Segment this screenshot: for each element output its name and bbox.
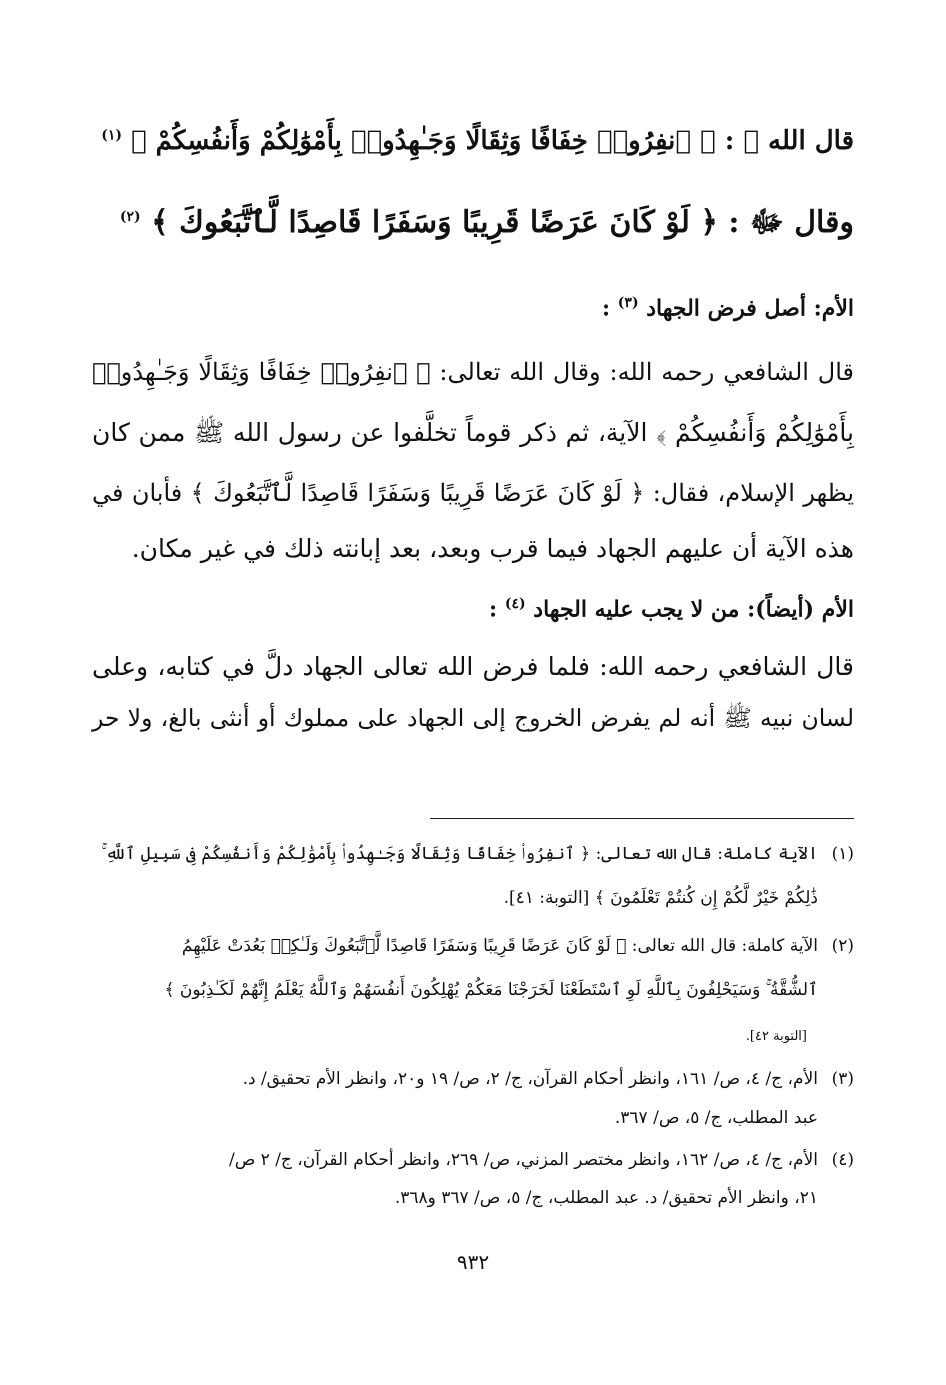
verse-2-footnote-ref: (٢) (119, 209, 141, 225)
footnote-1 (92, 846, 854, 863)
verse-1-footnote-ref: (١) (101, 127, 122, 144)
footnote-1-line-1: الآية كاملة: قال الله تعالى: ﴿ ٱنفِرُوا۟ خِفَافًا وَثِقَالًا وَجَـٰهِدُوا۟ بِأَمْوَٰلِكُمْ وَأَنفُسِكُمْ فِى سَبِيلِ ٱللَّهِ ۚ (101, 844, 818, 864)
section-2-footnote-ref: (٤) (504, 596, 526, 612)
verse-line-1 (101, 128, 854, 154)
footnote-3 (92, 1071, 854, 1088)
footnote-2-line-1: الآية كاملة: قال الله تعالى: ﴿ لَوْ كَانَ عَرَضًا قَرِيبًا وَسَفَرًا قَاصِدًا لَّٱتَّبَعُوكَ وَلَـٰكِنۢ بَعُدَتْ عَلَيْهِمُ (181, 936, 818, 956)
section-1-footnote-ref: (٣) (617, 295, 639, 311)
section-2-heading (489, 596, 854, 623)
footnote-1-line-2: ذَٰلِكُمْ خَيْرٌ لَّكُمْ إِن كُنتُمْ تَعْلَمُونَ ﴾ [التوبة: ٤١]. (503, 888, 818, 908)
section-1-heading-colon: : (602, 295, 611, 322)
page-number: ٩٣٢ (456, 1250, 490, 1274)
verse-2-text: وقال ﷻ : ﴿ لَوْ كَانَ عَرَضًا قَرِيبًا وَسَفَرًا قَاصِدًا لَّٱتَّبَعُوكَ ﴾ (151, 205, 854, 240)
footnote-2-line-2: ٱلشُّقَّةُ ۚ وَسَيَحْلِفُونَ بِٱللَّهِ لَوِ ٱسْتَطَعْنَا لَخَرَجْنَا مَعَكُمْ يُهْلِكُونَ أَنفُسَهُمْ وَٱللَّهُ يَعْلَمُ إِنَّهُمْ لَكَـٰذِبُونَ ﴾ (164, 980, 818, 1000)
section-2-heading-text: الأم (أيضاً): من لا يجب عليه الجهاد (533, 596, 854, 623)
footnote-2-cont (92, 982, 854, 999)
section-1-line-1: قال الشافعي رحمه الله: وقال الله تعالى: ﴿ ٱنفِرُوا۟ خِفَافًا وَثِقَالًا وَجَـٰهِدُوا۟ (92, 358, 854, 386)
section-1-line-3: يظهر الإسلام، فقال: ﴿ لَوْ كَانَ عَرَضًا قَرِيبًا وَسَفَرًا قَاصِدًا لَّٱتَّبَعُوكَ ﴾ فأبان في (92, 479, 854, 507)
footnote-1-number: (١) (831, 844, 854, 864)
verse-1-text: قال الله ﷻ : ﴿ ٱنفِرُوا۟ خِفَافًا وَثِقَالًا وَجَـٰهِدُوا۟ بِأَمْوَٰلِكُمْ وَأَنفُسِكُمْ ﴾ (131, 126, 854, 156)
footnote-2-number: (٢) (831, 936, 854, 956)
footnote-3-cont (92, 1110, 854, 1127)
section-1-heading (602, 295, 854, 322)
section-2-heading-colon: : (489, 596, 498, 623)
footnote-4-number: (٤) (831, 1150, 854, 1170)
footnote-separator (430, 818, 854, 819)
footnote-4 (92, 1152, 854, 1169)
section-2-line-2: لسان نبيه ﷺ أنه لم يفرض الخروج إلى الجهاد على مملوك أو أنثى بالغ، ولا حر (92, 704, 854, 732)
footnote-4-cont (92, 1190, 854, 1207)
section-1-heading-text: الأم: أصل فرض الجهاد (646, 295, 854, 322)
footnote-2 (92, 938, 854, 955)
footnote-3-line-2: عبد المطلب، ج/ ٥، ص/ ٣٦٧. (614, 1108, 818, 1128)
section-2-line-1: قال الشافعي رحمه الله: فلما فرض الله تعالى الجهاد دلَّ في كتابه، وعلى (92, 652, 854, 681)
footnote-1-cont (92, 890, 854, 907)
footnote-3-line-1: الأم، ج/ ٤، ص/ ١٦١، وانظر أحكام القرآن، ج/ ٢، ص/ ١٩ و٢٠، وانظر الأم تحقيق/ د. (242, 1069, 818, 1089)
section-1-line-4: هذه الآية أن عليهم الجهاد فيما قرب وبعد، بعد إبانته ذلك في غير مكان. (131, 534, 854, 563)
footnote-2-line-3: [التوبة ٤٢]. (745, 1029, 807, 1044)
footnote-3-number: (٣) (831, 1069, 854, 1089)
footnote-4-line-2: ٢١، وانظر الأم تحقيق/ د. عبد المطلب، ج/ ٥، ص/ ٣٦٧ و٣٦٨. (394, 1188, 818, 1208)
verse-line-2 (119, 205, 854, 240)
footnote-4-line-1: الأم، ج/ ٤، ص/ ١٦٢، وانظر مختصر المزني، ص/ ٢٦٩، وانظر أحكام القرآن، ج/ ٢ ص/ (228, 1150, 818, 1170)
footnote-2-cont-2 (92, 1030, 854, 1043)
section-1-line-2: بِأَمْوَٰلِكُمْ وَأَنفُسِكُمْ ﴾ الآية، ثم ذكر قوماً تخلَّفوا عن رسول الله ﷺ ممن كان (92, 418, 854, 447)
